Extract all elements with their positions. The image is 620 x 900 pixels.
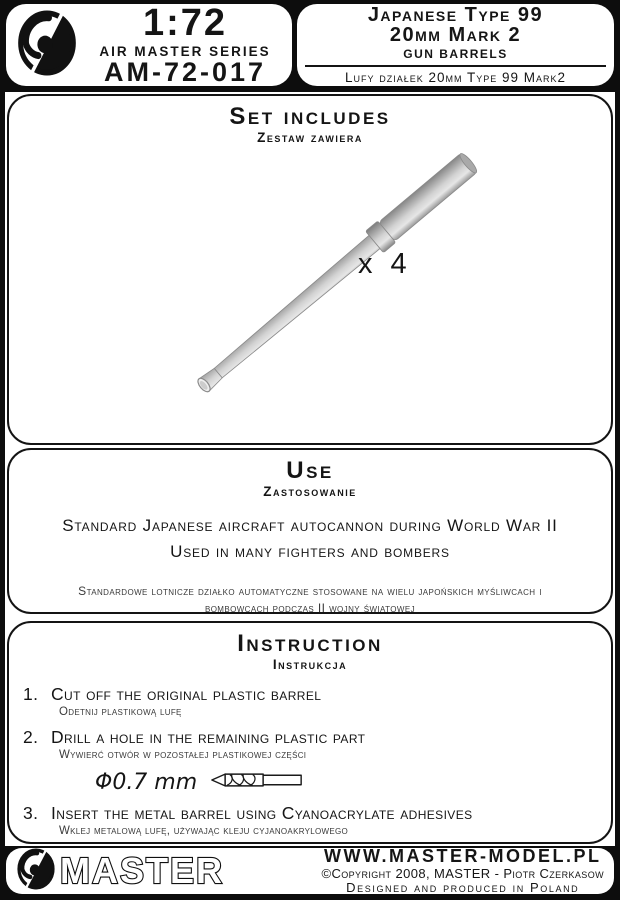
master-logotype-text: MASTER bbox=[60, 850, 224, 891]
footer-credits bbox=[321, 848, 604, 894]
instruction-panel bbox=[7, 621, 613, 844]
step-text-en: Insert the metal barrel using Cyanoacrylate adhesives bbox=[51, 803, 473, 823]
use-heading: Use bbox=[286, 457, 334, 484]
product-subtitle: GUN BARRELS bbox=[403, 47, 508, 61]
product-title-polish: Lufy działek 20mm Type 99 Mark2 bbox=[344, 70, 567, 85]
step-number: 2. bbox=[23, 727, 39, 747]
product-title-line1: Japanese Type 99 bbox=[367, 4, 544, 26]
set-includes-heading-polish: Zestaw zawiera bbox=[257, 130, 363, 145]
header-band bbox=[0, 0, 620, 92]
instruction-step bbox=[23, 803, 611, 837]
master-swirl-logo-icon bbox=[16, 8, 78, 83]
copyright-line: ©Copyright 2008, MASTER - Piotr Czerkasow bbox=[321, 865, 604, 881]
footer-box bbox=[6, 848, 614, 894]
master-logotype bbox=[56, 850, 256, 892]
use-description-line1: Standard Japanese aircraft autocannon during World War II bbox=[62, 516, 558, 535]
footer-brand bbox=[16, 848, 256, 894]
drill-bit-icon bbox=[209, 770, 304, 795]
origin-line: Designed and produced in Poland bbox=[346, 879, 580, 894]
master-swirl-logo-icon bbox=[16, 848, 56, 894]
instruction-steps bbox=[9, 684, 611, 837]
drill-size-row bbox=[95, 770, 611, 795]
step-text-polish: Wywierć otwór w pozostałej plastikowej części bbox=[59, 749, 307, 761]
product-code: AM-72-017 bbox=[103, 57, 267, 88]
brand-text bbox=[78, 1, 292, 88]
footer-band bbox=[0, 846, 620, 900]
use-description-line2: Used in many fighters and bombers bbox=[170, 542, 450, 561]
use-description-polish: Standardowe lotnicze działko automatyczne stosowane na wielu japońskich myśliwcach i bombowcach podczas II wojny światowej bbox=[78, 584, 542, 615]
product-title-box bbox=[297, 4, 614, 86]
use-panel bbox=[7, 448, 613, 614]
instruction-heading: Instruction bbox=[237, 630, 383, 657]
use-heading-polish: Zastosowanie bbox=[263, 484, 357, 499]
set-includes-heading: Set includes bbox=[229, 103, 391, 130]
instruction-step bbox=[23, 727, 611, 761]
step-text-polish: Wklej metalową lufę, używając kleju cyjanoakrylowego bbox=[59, 825, 349, 837]
gun-barrel-graphic bbox=[139, 151, 499, 411]
scale-label: 1:72 bbox=[142, 1, 228, 44]
brand-box bbox=[6, 1, 292, 88]
step-number: 3. bbox=[23, 803, 39, 823]
website-url: WWW.MASTER-MODEL.PL bbox=[324, 848, 602, 867]
instruction-heading-polish: Instrukcja bbox=[272, 657, 348, 672]
product-title-line2: 20mm Mark 2 bbox=[389, 24, 522, 46]
instruction-step bbox=[23, 684, 611, 718]
series-label: AIR MASTER SERIES bbox=[99, 43, 271, 59]
quantity-label: x 4 bbox=[358, 248, 412, 280]
step-text-en: Drill a hole in the remaining plastic part bbox=[51, 727, 366, 747]
step-number: 1. bbox=[23, 684, 39, 704]
set-includes-panel bbox=[7, 94, 613, 445]
content-area bbox=[5, 92, 615, 846]
title-divider bbox=[305, 65, 606, 67]
step-text-en: Cut off the original plastic barrel bbox=[51, 684, 322, 704]
drill-diameter-label: Φ0.7 mm bbox=[95, 770, 198, 795]
step-text-polish: Odetnij plastikową lufę bbox=[59, 706, 182, 718]
